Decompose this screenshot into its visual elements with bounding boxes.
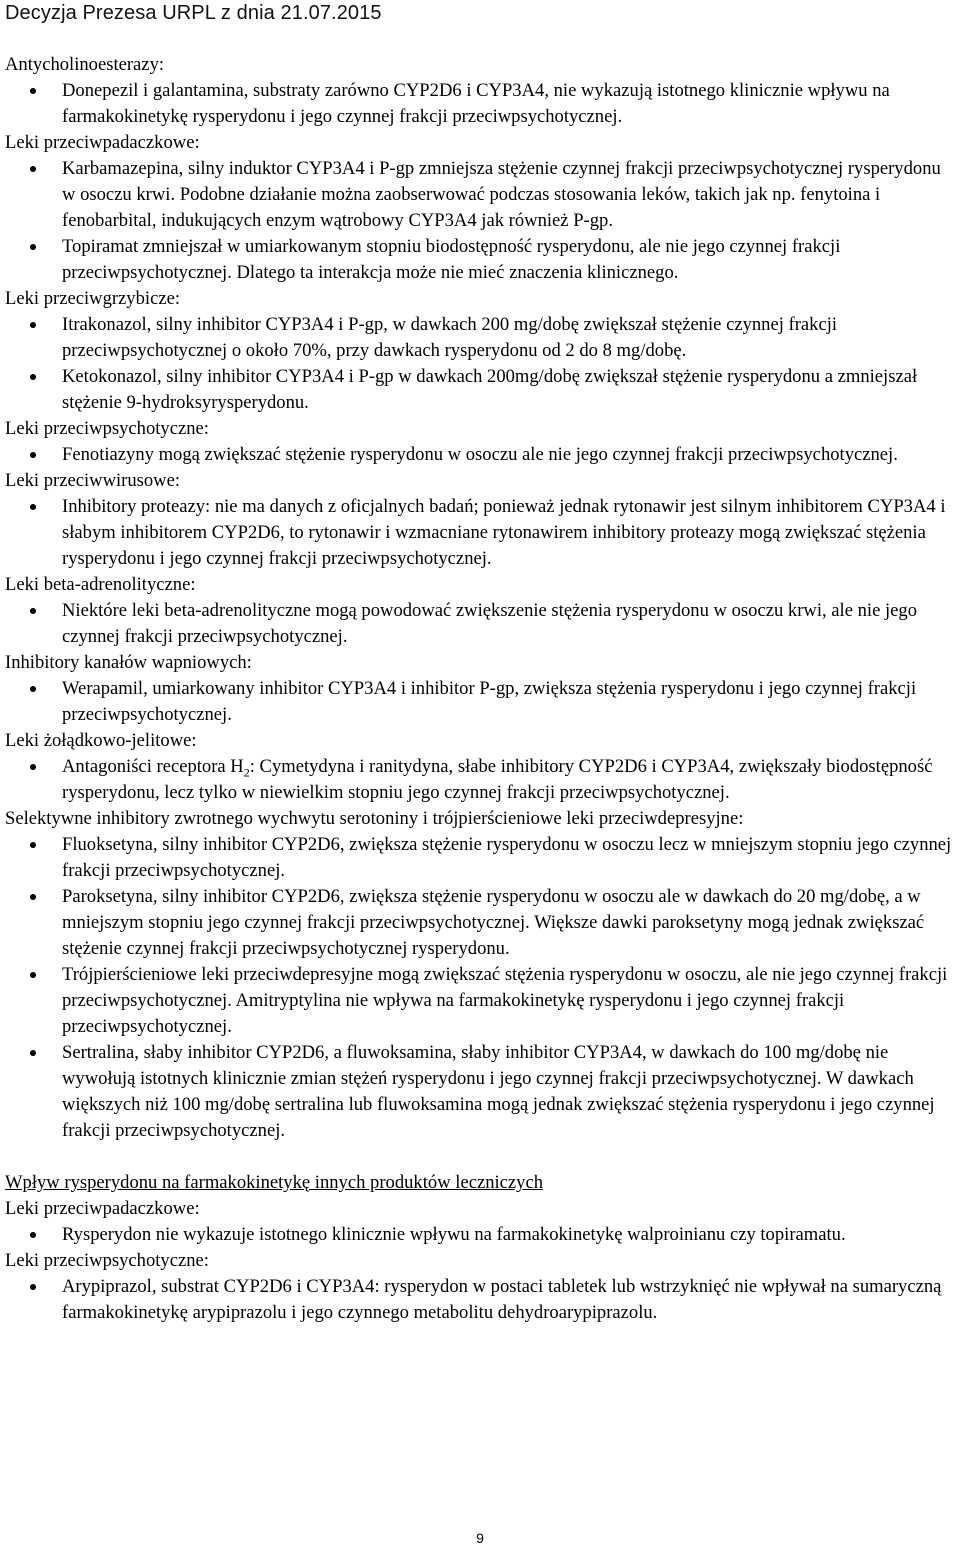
item-text: Antagoniści receptora H [62,756,244,777]
list-item: Rysperydon nie wykazuje istotnego klinicznie wpływu na farmakokinetykę walproinianu czy topiramatu. [5,1222,955,1248]
list-item: Ketokonazol, silny inhibitor CYP3A4 i P-gp w dawkach 200mg/dobę zwiększał stężenie rysperydonu a zmniejszał stężenie 9-hydroksyrysperydonu. [5,364,955,416]
section-heading: Leki żołądkowo-jelitowe: [5,730,197,751]
bullet-list [5,1274,955,1326]
list-item: Donepezil i galantamina, substraty zarówno CYP2D6 i CYP3A4, nie wykazują istotnego klinicznie wpływu na farmakokinetykę rysperydonu i jego czynnej frakcji przeciwpsychotycznej. [5,78,955,130]
section-heading: Antycholinoesterazy: [5,54,165,75]
list-item: Paroksetyna, silny inhibitor CYP2D6, zwiększa stężenie rysperydonu w osoczu ale w dawkach do 20 mg/dobę, a w mniejszym stopniu jego czynnej frakcji przeciwpsychotycznej. Większe dawki paroksetyny mogą jednak zwiększać stężenie czynnej frakcji przeciwpsychotycznej rysperydonu. [5,884,955,962]
bullet-list [5,494,955,572]
item-text: : Cymetydyna i ranitydyna, słabe inhibitory CYP2D6 i CYP3A4, zwiększały biodostępność rysperydonu, lecz tylko w niewielkim stopniu jego czynnej frakcji przeciwpsychotycznej. [62,756,933,803]
list-item: Topiramat zmniejszał w umiarkowanym stopniu biodostępność rysperydonu, ale nie jego czynnej frakcji przeciwpsychotycznej. Dlatego ta interakcja może nie mieć znaczenia klinicznego. [5,234,955,286]
list-item: Arypiprazol, substrat CYP2D6 i CYP3A4: rysperydon w postaci tabletek lub wstrzyknięć nie wpływał na sumaryczną farmakokinetykę arypiprazolu i jego czynnego metabolitu dehydroarypiprazolu. [5,1274,955,1326]
section-heading: Leki beta-adrenolityczne: [5,574,196,595]
section-heading: Inhibitory kanałów wapniowych: [5,652,252,673]
bullet-list [5,78,955,130]
page-number: 9 [476,1530,484,1546]
section-heading: Leki przeciwpsychotyczne: [5,418,209,439]
bullet-list [5,754,955,806]
section-heading: Leki przeciwpsychotyczne: [5,1250,209,1271]
bullet-list [5,676,955,728]
document-body [5,52,955,1326]
bullet-list [5,1222,955,1248]
section-heading: Selektywne inhibitory zwrotnego wychwytu serotoniny i trójpierścieniowe leki przeciwdepresyjne: [5,808,744,829]
list-item: Fenotiazyny mogą zwiększać stężenie rysperydonu w osoczu ale nie jego czynnej frakcji przeciwpsychotycznej. [5,442,955,468]
section-heading: Leki przeciwgrzybicze: [5,288,180,309]
document-header: Decyzja Prezesa URPL z dnia 21.07.2015 [5,2,382,24]
bullet-list [5,832,955,1144]
bullet-list [5,156,955,286]
list-item: Inhibitory proteazy: nie ma danych z oficjalnych badań; ponieważ jednak rytonawir jest silnym inhibitorem CYP3A4 i słabym inhibitorem CYP2D6, to rytonawir i wzmacniane rytonawirem inhibitory proteazy mogą zwiększać stężenia rysperydonu i jego czynnej frakcji przeciwpsychotycznej. [5,494,955,572]
list-item: Sertralina, słaby inhibitor CYP2D6, a fluwoksamina, słaby inhibitor CYP3A4, w dawkach do 100 mg/dobę nie wywołują istotnych klinicznie zmian stężeń rysperydonu i jego czynnej frakcji przeciwpsychotycznej. W dawkach większych niż 100 mg/dobę sertralina lub fluwoksamina mogą jednak zwiększać stężenia rysperydonu i jego czynnej frakcji przeciwpsychotycznej. [5,1040,955,1144]
section-heading: Leki przeciwpadaczkowe: [5,132,200,153]
section-heading: Leki przeciwpadaczkowe: [5,1198,200,1219]
bullet-list [5,312,955,416]
subscript: 2 [243,765,250,780]
list-item: Werapamil, umiarkowany inhibitor CYP3A4 i inhibitor P-gp, zwiększa stężenia rysperydonu i jego czynnej frakcji przeciwpsychotycznej. [5,676,955,728]
list-item: Trójpierścieniowe leki przeciwdepresyjne mogą zwiększać stężenia rysperydonu w osoczu, ale nie jego czynnej frakcji przeciwpsychotycznej. Amitryptylina nie wpływa na farmakokinetykę rysperydonu i jego czynnej frakcji przeciwpsychotycznej. [5,962,955,1040]
section-title: Wpływ rysperydonu na farmakokinetykę innych produktów leczniczych [5,1172,544,1193]
list-item: Niektóre leki beta-adrenolityczne mogą powodować zwiększenie stężenia rysperydonu w osoczu krwi, ale nie jego czynnej frakcji przeciwpsychotycznej. [5,598,955,650]
bullet-list [5,598,955,650]
list-item: Itrakonazol, silny inhibitor CYP3A4 i P-gp, w dawkach 200 mg/dobę zwiększał stężenie czynnej frakcji przeciwpsychotycznej o około 70%, przy dawkach rysperydonu od 2 do 8 mg/dobę. [5,312,955,364]
list-item [5,754,955,806]
section-heading: Leki przeciwwirusowe: [5,470,181,491]
list-item: Karbamazepina, silny induktor CYP3A4 i P-gp zmniejsza stężenie czynnej frakcji przeciwpsychotycznej rysperydonu w osoczu krwi. Podobne działanie można zaobserwować podczas stosowania leków, takich jak np. fenytoina i fenobarbital, indukujących enzym wątrobowy CYP3A4 jak również P-gp. [5,156,955,234]
bullet-list [5,442,955,468]
list-item: Fluoksetyna, silny inhibitor CYP2D6, zwiększa stężenie rysperydonu w osoczu lecz w mniejszym stopniu jego czynnej frakcji przeciwpsychotycznej. [5,832,955,884]
